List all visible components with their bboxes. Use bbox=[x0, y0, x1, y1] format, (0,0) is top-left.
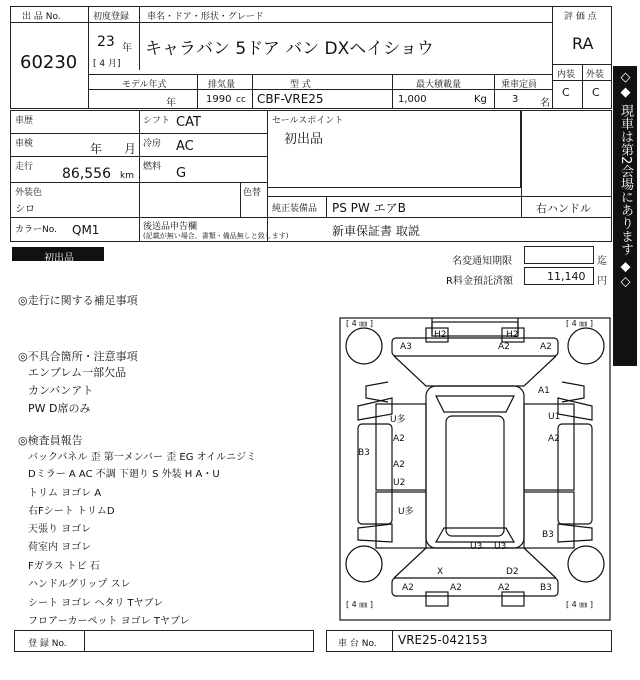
first-listing-badge-text: 初出品 bbox=[44, 253, 74, 264]
color-no: QM1 bbox=[72, 223, 100, 237]
capacity-label: 乗車定員 bbox=[501, 80, 538, 90]
warranty: 新車保証書 取説 bbox=[332, 224, 420, 238]
car-name: キャラバン 5ドア バン DXヘイショウ bbox=[145, 39, 434, 59]
fuel: G bbox=[176, 166, 187, 181]
inspection-label: 車検 bbox=[15, 139, 34, 149]
damage-mark: B3 bbox=[358, 448, 370, 458]
inspector-item: Fガラス トビ 石 bbox=[28, 561, 100, 572]
inspection-month-unit: 月 bbox=[124, 142, 137, 156]
after-parts-note: (記載が無い場合、書類・備品無しと致します) bbox=[143, 232, 289, 240]
handle-side: 右ハンドル bbox=[536, 202, 591, 215]
interior-grade: C bbox=[562, 86, 570, 99]
sales-point-box bbox=[267, 110, 521, 188]
shift-label: シフト bbox=[143, 116, 171, 126]
first-reg-month: [ 4 月] bbox=[93, 59, 121, 69]
model-type: CBF-VRE25 bbox=[257, 92, 324, 106]
model-year-label: モデル年式 bbox=[122, 80, 167, 90]
defect-item: PW D席のみ bbox=[28, 402, 91, 415]
equipment-label: 純正装備品 bbox=[272, 204, 318, 214]
first-reg-year-unit: 年 bbox=[122, 43, 132, 54]
equipment: PS PW エアB bbox=[332, 201, 406, 215]
inspector-item: 右Fシート トリムD bbox=[28, 506, 115, 517]
max-load: 1,000 bbox=[398, 94, 427, 105]
exterior-grade: C bbox=[592, 86, 600, 99]
damage-mark: A1 bbox=[538, 386, 550, 396]
inspector-item: フロアーカーペット ヨゴレ Tヤブレ bbox=[28, 616, 190, 627]
interior-label: 内装 bbox=[557, 70, 576, 80]
name-change-unit: 迄 bbox=[597, 256, 607, 267]
capacity: 3 bbox=[512, 94, 519, 105]
defect-item: エンブレム一部欠品 bbox=[28, 366, 127, 379]
damage-mark: U多 bbox=[398, 507, 414, 517]
ac-label: 冷房 bbox=[143, 139, 162, 149]
damage-mark: A2 bbox=[450, 583, 462, 593]
tire-depth-front-left: [ 4 ㎜ ] bbox=[346, 319, 373, 328]
chassis-no-label: 車 台 No. bbox=[338, 639, 377, 649]
damage-mark: H2 bbox=[506, 330, 519, 340]
ext-color-label: 外装色 bbox=[15, 188, 43, 198]
reg-no-label: 登 録 No. bbox=[28, 639, 67, 649]
displacement-unit: cc bbox=[236, 95, 246, 105]
lot-label: 出 品 No. bbox=[22, 12, 61, 22]
damage-mark: B3 bbox=[542, 530, 554, 540]
damage-mark: U3 bbox=[494, 542, 507, 552]
inspector-item: シート ヨゴレ ヘタリ Tヤブレ bbox=[28, 598, 164, 609]
mileage-unit: km bbox=[120, 171, 134, 181]
capacity-unit: 名 bbox=[540, 98, 550, 109]
air-conditioning: AC bbox=[176, 139, 194, 154]
type-label: 型 式 bbox=[290, 80, 311, 90]
ext-color: シロ bbox=[15, 204, 35, 215]
damage-mark: A2 bbox=[498, 342, 510, 352]
tire-depth-rear-left: [ 4 ㎜ ] bbox=[346, 600, 373, 609]
history-label: 車歴 bbox=[15, 116, 34, 126]
tire-depth-front-right: [ 4 ㎜ ] bbox=[566, 319, 593, 328]
color-no-label: カラーNo. bbox=[15, 225, 57, 235]
damage-mark: A2 bbox=[498, 583, 510, 593]
car-name-label: 車名・ドア・形状・グレード bbox=[147, 12, 264, 22]
name-change-label: 名変通知期限 bbox=[452, 256, 512, 267]
damage-mark: U2 bbox=[393, 478, 406, 488]
inspection-year-unit: 年 bbox=[90, 142, 103, 156]
first-reg-label: 初度登録 bbox=[93, 12, 130, 22]
overall-grade: RA bbox=[572, 34, 594, 53]
load-label: 最大積載量 bbox=[416, 80, 462, 90]
exterior-label: 外装 bbox=[586, 70, 605, 80]
displacement-label: 排気量 bbox=[208, 80, 236, 90]
damage-mark: U1 bbox=[548, 412, 561, 422]
damage-mark: X bbox=[437, 567, 444, 577]
sales-point-label: セールスポイント bbox=[272, 116, 344, 126]
damage-mark: H2 bbox=[434, 330, 447, 340]
inspector-item: Dミラー A AC 不調 下廻り S 外装 H A・U bbox=[28, 469, 220, 480]
lot-number: 60230 bbox=[20, 52, 78, 73]
inspector-item: トリム ヨゴレ A bbox=[28, 488, 102, 499]
defects-title: ◎不具合箇所・注意事項 bbox=[18, 350, 138, 363]
recycle-label: R料金預託済額 bbox=[446, 276, 513, 287]
after-parts-label: 後送品申告欄 bbox=[143, 222, 198, 232]
damage-mark: B3 bbox=[540, 583, 552, 593]
grade-label: 評 価 点 bbox=[564, 12, 597, 22]
recycle-unit: 円 bbox=[597, 276, 607, 287]
tire-depth-rear-right: [ 4 ㎜ ] bbox=[566, 600, 593, 609]
damage-mark: A2 bbox=[393, 434, 405, 444]
shift: CAT bbox=[176, 115, 201, 130]
venue-banner-text: ◇◆ 現車は第2会場にあります ◆◇ bbox=[618, 70, 633, 290]
damage-diagram bbox=[336, 316, 614, 624]
damage-mark: A3 bbox=[400, 342, 412, 352]
first-reg-year: 23 bbox=[97, 34, 115, 50]
damage-mark: A2 bbox=[548, 434, 560, 444]
damage-mark: A2 bbox=[393, 460, 405, 470]
mileage-label: 走行 bbox=[15, 162, 34, 172]
name-change-box bbox=[524, 246, 594, 264]
model-year-unit: 年 bbox=[166, 98, 176, 109]
inspector-title: ◎検査員報告 bbox=[18, 434, 83, 447]
fuel-label: 燃料 bbox=[143, 162, 162, 172]
chassis-no: VRE25-042153 bbox=[398, 633, 488, 647]
inspector-item: バックパネル 歪 第一メンバー 歪 EG オイルニジミ bbox=[28, 452, 257, 463]
inspector-item: ハンドルグリップ スレ bbox=[28, 579, 131, 590]
load-unit: Kg bbox=[474, 94, 487, 105]
sales-point: 初出品 bbox=[284, 132, 324, 147]
displacement: 1990 bbox=[206, 94, 232, 105]
damage-mark: D2 bbox=[506, 567, 519, 577]
damage-mark: U多 bbox=[390, 415, 406, 425]
damage-mark: U3 bbox=[470, 542, 483, 552]
driving-notes-title: ◎走行に関する補足事項 bbox=[18, 294, 138, 307]
inspector-item: 荷室内 ヨゴレ bbox=[28, 542, 92, 553]
color-change-label: 色替 bbox=[243, 188, 262, 198]
defect-item: カンバンアト bbox=[28, 384, 94, 397]
recycle-amount: 11,140 bbox=[547, 270, 586, 283]
mileage: 86,556 bbox=[62, 166, 111, 182]
inspector-item: 天張り ヨゴレ bbox=[28, 524, 92, 535]
damage-mark: A2 bbox=[540, 342, 552, 352]
damage-mark: A2 bbox=[402, 583, 414, 593]
